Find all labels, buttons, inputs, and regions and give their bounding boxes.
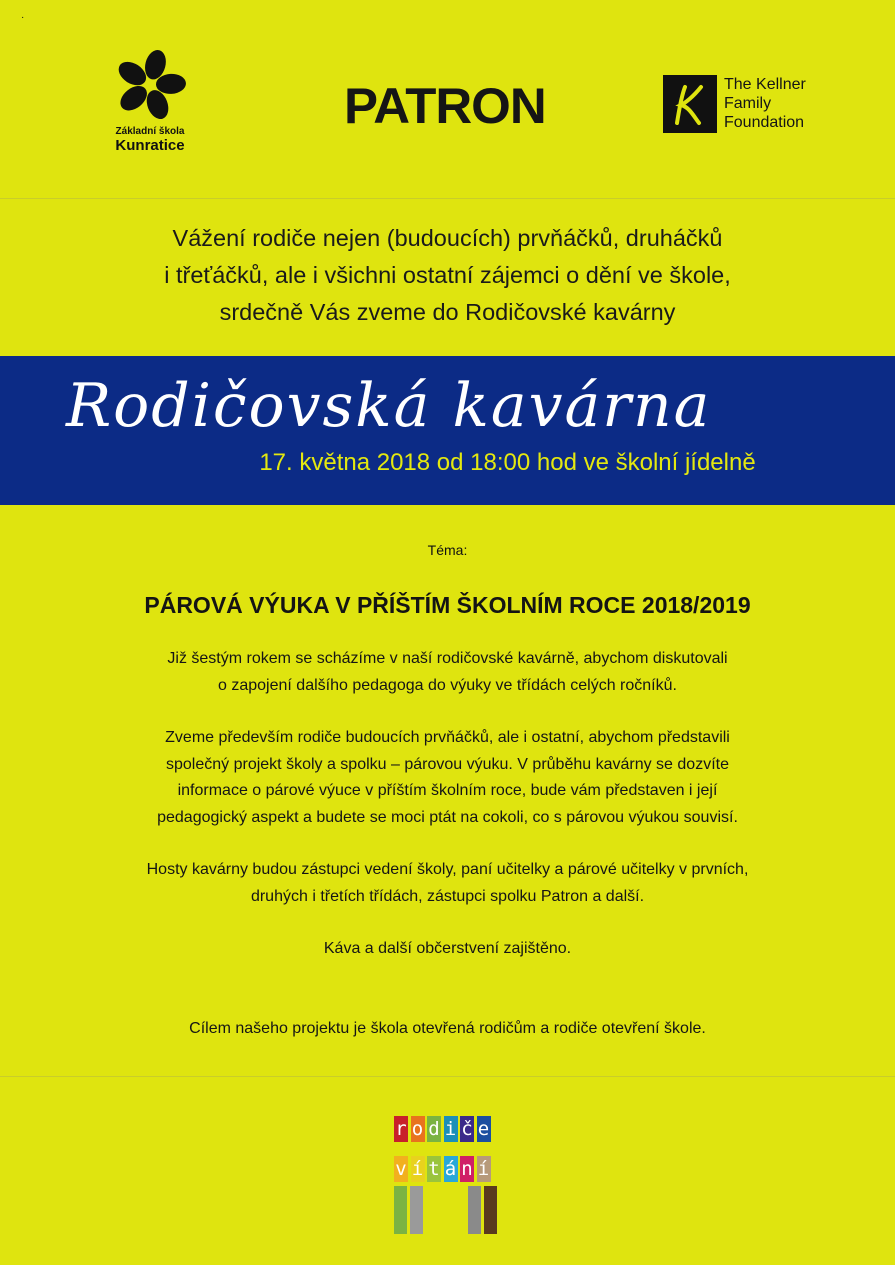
logo-letter-tile: i — [444, 1118, 457, 1140]
divider-top — [0, 198, 895, 199]
paragraph-line: Hosty kavárny budou zástupci vedení školy, paní učitelky a párové učitelky v prvních, — [146, 861, 749, 878]
patron-logo: PATRON — [344, 78, 546, 134]
rodice-vitani-logo — [394, 1116, 504, 1236]
logo-leg-block — [410, 1186, 423, 1234]
paragraph-line: společný projekt školy a spolku – párovou výuku. V průběhu kavárny se dozvíte — [166, 755, 729, 773]
paragraph-line: pedagogický aspekt a budete se moci ptát na cokoli, co s párovou výukou souvisí. — [157, 808, 738, 826]
logo-letter-tile: n — [461, 1158, 473, 1180]
intro-line: Vážení rodiče nejen (budoucích) prvňáčků, druháčků — [172, 225, 723, 251]
event-title: Rodičovská kavárna — [66, 371, 712, 441]
corner-dot: · — [21, 12, 25, 23]
logo-letter-tile: á — [444, 1158, 457, 1180]
paragraph-goal — [0, 1016, 895, 1043]
logo-letter-tile: t — [428, 1158, 440, 1180]
paragraph-refreshments — [0, 936, 895, 963]
logo-letter-tile: r — [395, 1118, 407, 1140]
paragraph-line: informace o párové výuce v příštím školním roce, bude vám představen i její — [177, 782, 718, 799]
event-date: 17. května 2018 od 18:00 hod ve školní jídelně — [259, 449, 756, 476]
school-type: Základní škola — [115, 126, 185, 137]
logo-letter-tile: e — [477, 1118, 490, 1140]
logo-leg-block — [394, 1186, 407, 1234]
logo-letter-tile: v — [395, 1158, 407, 1180]
pinwheel-flower-icon — [112, 48, 188, 122]
school-name: Kunratice — [115, 137, 185, 154]
logo-letter-tile: d — [428, 1118, 440, 1140]
paragraph-line: o zapojení dalšího pedagoga do výuky ve třídách celých ročníků. — [218, 676, 677, 694]
topic-label: Téma: — [427, 542, 468, 558]
school-logo — [104, 48, 196, 154]
intro-line: i třeťáčků, ale i všichni ostatní zájemci o dění ve škole, — [164, 262, 731, 288]
kellner-line-1: The Kellner — [724, 76, 806, 93]
paragraph-intro — [0, 646, 895, 699]
paragraph-line: Káva a další občerstvení zajištěno. — [323, 940, 572, 957]
topic-headline: PÁROVÁ VÝUKA V PŘÍŠTÍM ŠKOLNÍM ROCE 2018/2019 — [144, 592, 751, 618]
logo-letter-tile: í — [477, 1158, 490, 1180]
kellner-line-2: Family — [724, 95, 772, 112]
paragraph-line: Zveme především rodiče budoucích prvňáčků, ale i ostatní, abychom představili — [165, 729, 730, 746]
paragraph-line: Již šestým rokem se scházíme v naší rodičovské kavárně, abychom diskutovali — [167, 650, 728, 667]
paragraph-line: druhých i třetích třídách, zástupci spolku Patron a další. — [250, 887, 645, 905]
intro-text — [0, 220, 895, 331]
logo-letter-tile: o — [411, 1118, 424, 1140]
logo-leg-block — [484, 1186, 497, 1234]
kellner-line-3: Foundation — [724, 114, 805, 131]
logo-leg-block — [468, 1186, 481, 1234]
event-banner — [0, 356, 895, 505]
paragraph-invitation — [0, 725, 895, 831]
paragraph-guests — [0, 857, 895, 910]
divider-bottom — [0, 1076, 895, 1077]
logo-letter-tile: č — [461, 1118, 473, 1140]
paragraph-line: Cílem našeho projektu je škola otevřená rodičům a rodiče otevření škole. — [189, 1020, 706, 1037]
intro-line: srdečně Vás zveme do Rodičovské kavárny — [219, 299, 676, 325]
kellner-k-icon — [663, 75, 717, 133]
logo-letter-tile: í — [411, 1158, 424, 1180]
